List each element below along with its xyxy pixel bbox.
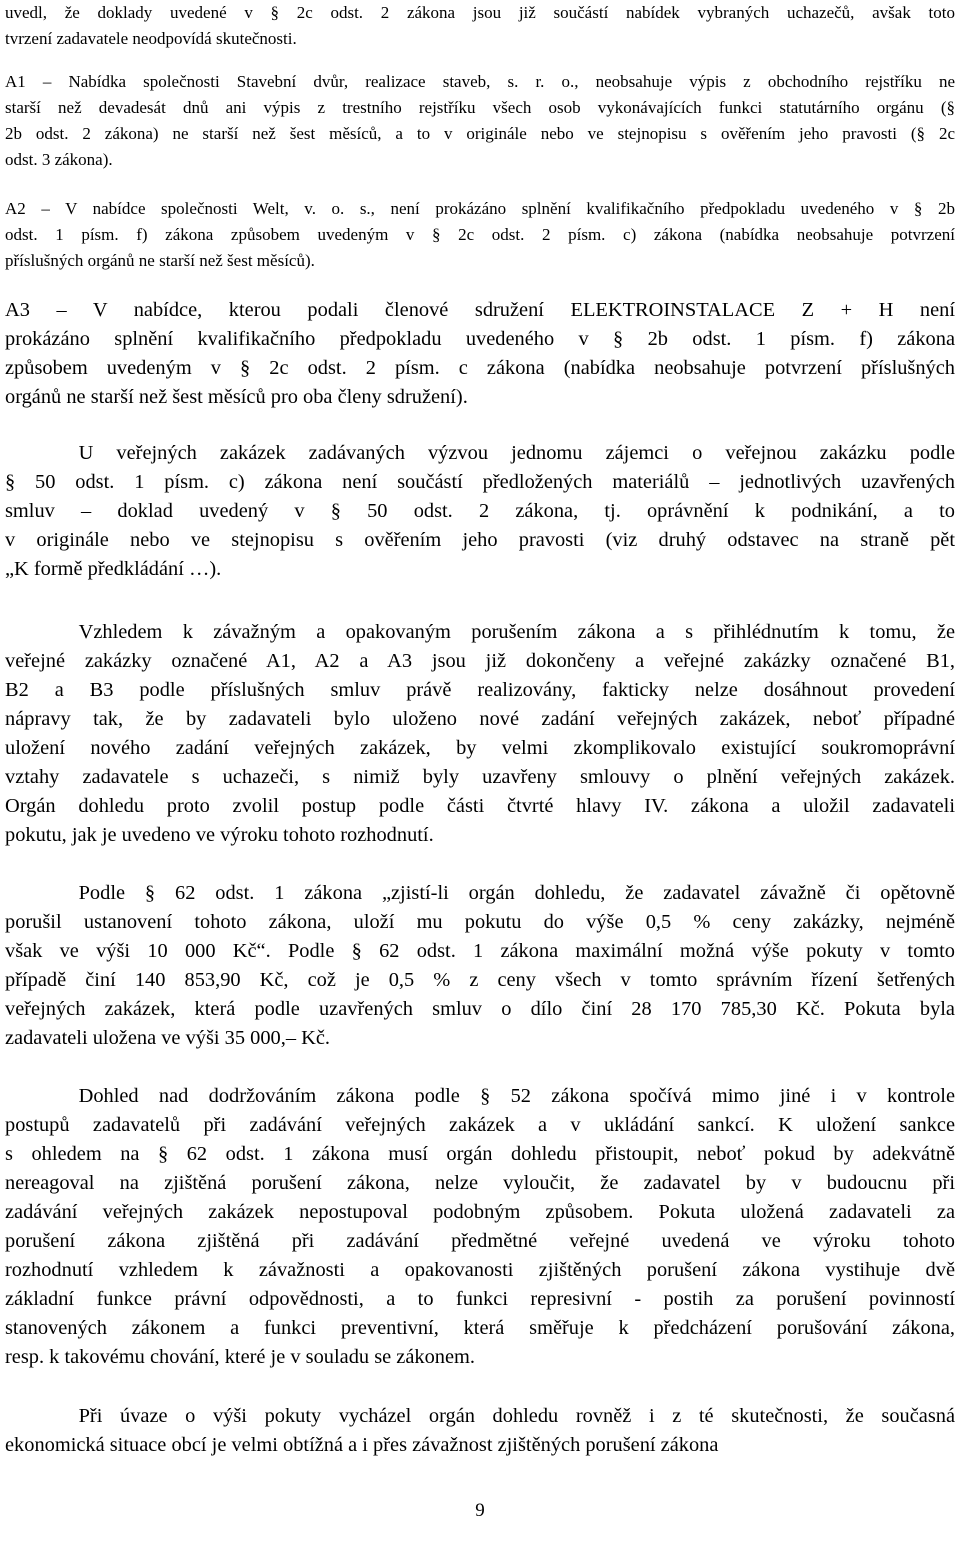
text-line: v originále nebo ve stejnopisu s ověřením jeho pravosti (viz druhý odstavec na straně pět [5,529,955,551]
text-line: U veřejných zakázek zadávaných výzvou jednomu zájemci o veřejnou zakázku podle [78,442,955,464]
text-line: postupů zadavatelů při zadávání veřejných zakázek a v ukládání sankcí. K uložení sankce [5,1114,955,1136]
text-line: způsobem uvedeným v § 2c odst. 2 písm. c zákona (nabídka neobsahuje potvrzení příslušných [5,357,955,379]
paragraph-a2 [5,196,955,274]
text-line: ekonomická situace obcí je velmi obtížná a i přes závažnost zjištěných porušení zákona [5,1434,719,1456]
text-line: veřejné zakázky označené A1, A2 a A3 jsou již dokončeny a veřejné zakázky označené B1, [5,650,955,672]
text-line: Při úvaze o výši pokuty vycházel orgán dohledu rovněž i z té skutečnosti, že současná [78,1405,955,1427]
text-line: zadavateli uložena ve výši 35 000,– Kč. [5,1027,331,1049]
text-line: nereagoval na zjištěná porušení zákona, nelze vyloučit, že zadavatel by v budoucnu při [5,1172,955,1194]
paragraph-uvaze [5,1402,955,1460]
paragraph-a3 [5,296,955,412]
text-line: Orgán dohledu proto zvolil postup podle části čtvrté hlavy IV. zákona a uložil zadavateli [5,795,955,817]
text-line: A1 – Nabídka společnosti Stavební dvůr, realizace staveb, s. r. o., neobsahuje výpis z obchodního rejstříku ne [5,72,955,91]
paragraph-podle [5,879,955,1053]
text-line: však ve výši 10 000 Kč“. Podle § 62 odst. 1 zákona maximální možná výše pokuty v tomto [5,940,955,962]
text-line: porušil ustanovení tohoto zákona, uloží mu pokutu do výše 0,5 % ceny zakázky, nejméně [5,911,955,933]
text-line: uvedl, že doklady uvedené v § 2c odst. 2 zákona jsou již součástí nabídek vybraných uchazečů, avšak toto [5,3,955,22]
text-line: uložení nového zadání veřejných zakázek, by velmi zkomplikovalo existující soukromoprávní [5,737,955,759]
text-line: 2b odst. 2 zákona) ne starší než šest měsíců, a to v originále nebo ve stejnopisu s ověřením jeho pravosti (§ 2c [5,124,955,143]
text-line: základní funkce právní odpovědnosti, a to funkci represivní - postih za porušení povinností [5,1288,955,1310]
text-line: rozhodnutí vzhledem k závažnosti a opakovanosti zjištěných porušení zákona vystihuje dvě [5,1259,955,1281]
text-line: případě činí 140 853,90 Kč, což je 0,5 % z ceny všech v tomto správním řízení šetřených [5,969,955,991]
text-line: příslušných orgánů ne starší než šest měsíců). [5,251,315,270]
text-line: zadávání veřejných zakázek nepostupoval podobným způsobem. Pokuta uložená zadavateli za [5,1201,955,1223]
paragraph-intro [5,0,955,52]
text-line: smluv – doklad uvedený v § 50 odst. 2 zákona, tj. oprávnění k podnikání, a to [5,500,955,522]
text-line: nápravy tak, že by zadavateli bylo uloženo nové zadání veřejných zakázek, neboť případné [5,708,955,730]
text-line: § 50 odst. 1 písm. c) zákona není součástí předložených materiálů – jednotlivých uzavřených [5,471,955,493]
paragraph-a1 [5,69,955,173]
text-line: B2 a B3 podle příslušných smluv právě realizovány, fakticky nelze dosáhnout provedení [5,679,955,701]
paragraph-vyzva [5,439,955,584]
text-line: A2 – V nabídce společnosti Welt, v. o. s., není prokázáno splnění kvalifikačního předpokladu uvedeného v § 2b [5,199,955,218]
text-line: resp. k takovému chování, které je v souladu se zákonem. [5,1346,475,1368]
text-line: pokutu, jak je uvedeno ve výroku tohoto rozhodnutí. [5,824,434,846]
text-line: porušení zákona zjištěná při zadávání předmětné veřejné uvedená ve výroku tohoto [5,1230,955,1252]
page-number: 9 [475,1500,485,1521]
text-line: veřejných zakázek, která podle uzavřených smluv o dílo činí 28 170 785,30 Kč. Pokuta byla [5,998,955,1020]
text-line: vztahy zadavatele s uchazeči, s nimiž byly uzavřeny smlouvy o plnění veřejných zakázek. [5,766,955,788]
text-line: tvrzení zadavatele neodpovídá skutečnosti. [5,29,297,48]
text-line: odst. 3 zákona). [5,150,113,169]
text-line: stanovených zákonem a funkci preventivní, která směřuje k předcházení porušování zákona, [5,1317,955,1339]
text-line: odst. 1 písm. f) zákona způsobem uvedeným v § 2c odst. 2 písm. c) zákona (nabídka neobsahuje potvrzení [5,225,955,244]
paragraph-dohled [5,1082,955,1372]
text-line: Podle § 62 odst. 1 zákona „zjistí-li orgán dohledu, že zadavatel závažně či opětovně [78,882,955,904]
text-line: „K formě předkládání …). [5,558,222,580]
text-line: A3 – V nabídce, kterou podali členové sdružení ELEKTROINSTALACE Z + H není [5,299,955,321]
paragraph-vzhledem [5,618,955,850]
text-line: starší než devadesát dnů ani výpis z trestního rejstříku všech osob vykonávajících funkci statutárního orgánu (§ [5,98,955,117]
text-line: Vzhledem k závažným a opakovaným porušením zákona a s přihlédnutím k tomu, že [78,621,955,643]
text-line: orgánů ne starší než šest měsíců pro oba členy sdružení). [5,386,468,408]
text-line: prokázáno splnění kvalifikačního předpokladu uvedeného v § 2b odst. 1 písm. f) zákona [5,328,955,350]
text-line: s ohledem na § 62 odst. 1 zákona musí orgán dohledu přistoupit, neboť pokud by adekvátně [5,1143,955,1165]
text-line: Dohled nad dodržováním zákona podle § 52 zákona spočívá mimo jiné i v kontrole [78,1085,955,1107]
